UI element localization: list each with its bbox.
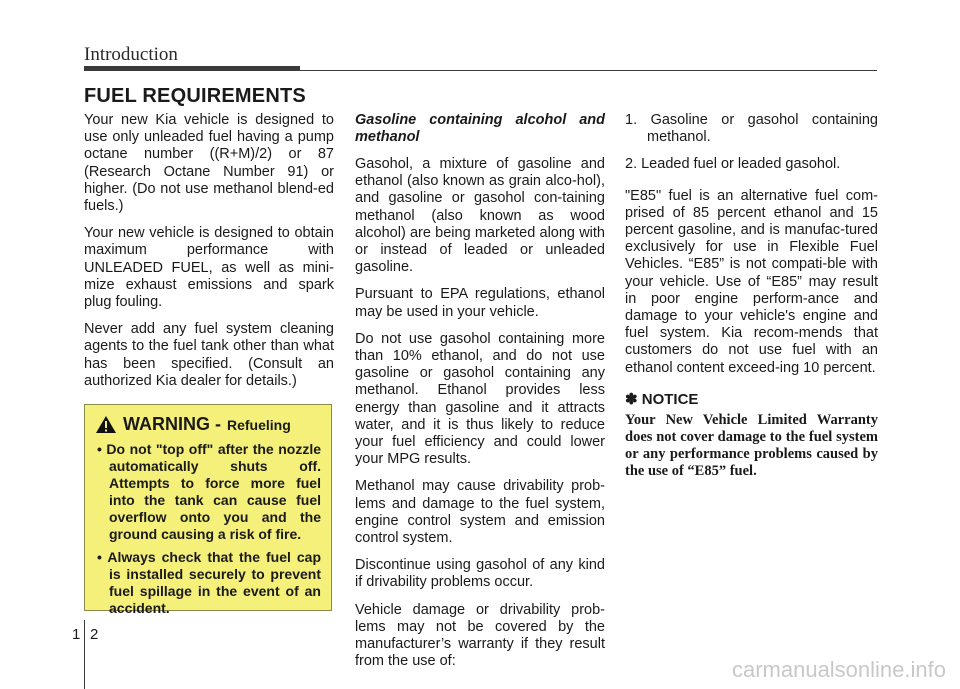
page-divider	[84, 620, 85, 689]
list-item: 2. Leaded fuel or leaded gasohol.	[625, 156, 841, 173]
warning-item: • Do not "top off" after the nozzle automatically shuts off. Attempts to force more fuel into the tank can cause fuel overflow onto you and the ground causing a risk of fire.	[97, 441, 321, 542]
column-1	[84, 112, 334, 400]
section-title: FUEL REQUIREMENTS	[84, 85, 306, 107]
notice-body: Your New Vehicle Limited Warranty does not cover damage to the fuel system or any performance problems caused by the use of “E85” fuel.	[625, 412, 878, 480]
notice-heading: ✽ NOTICE	[625, 390, 699, 408]
paragraph: Your new Kia vehicle is designed to use only unleaded fuel having a pump octane number ((R+M)/2) or 87 (Research Octane Number 91) or higher. (Do not use methanol blend-ed fuels.)	[84, 112, 334, 215]
column-2	[355, 112, 605, 680]
subheading: Gasoline containing alcohol and methanol	[355, 112, 605, 145]
paragraph: Discontinue using gasohol of any kind if drivability problems occur.	[355, 557, 605, 591]
paragraph: Gasohol, a mixture of gasoline and ethanol (also known as grain alco-hol), and gasoline or gasohol con-taining methanol (also known as wood alcohol) are being marketed along with or instead of leaded or unleaded gasoline.	[355, 156, 605, 276]
header-title: Introduction	[84, 44, 178, 65]
paragraph: Your new vehicle is designed to obtain maximum performance with UNLEADED FUEL, as well as mini-mize exhaust emissions and spark plug fouling.	[84, 225, 334, 311]
warning-label: WARNING -	[123, 414, 221, 434]
column-3	[625, 112, 878, 490]
paragraph: Do not use gasohol containing more than 10% ethanol, and do not use gasoline or gasohol containing any methanol. Ethanol provides less energy than gasoline and it attracts water, and it is thus likely to reduce your fuel efficiency and could lower your MPG results.	[355, 330, 605, 468]
warning-list	[95, 441, 321, 617]
warning-box	[84, 404, 332, 616]
paragraph: "E85" fuel is an alternative fuel com-prised of 85 percent ethanol and 15 percent gasoline, and is manufac-tured exclusively for use in Flexible Fuel Vehicles. “E85” is not compati-ble with your vehicle. Use of “E85” may result in poor engine perform-ance and damage to your vehicle's engine and fuel system. Kia recom-mends that customers do not use fuel with an ethanol content exceed-ing 10 percent.	[625, 187, 878, 376]
warning-header	[95, 414, 321, 435]
list-item: 1. Gasoline or gasohol containing methanol.	[625, 112, 878, 146]
paragraph: Pursuant to EPA regulations, ethanol may be used in your vehicle.	[355, 286, 605, 320]
warning-item: • Always check that the fuel cap is installed securely to prevent fuel spillage in the event of an accident.	[97, 549, 321, 616]
warning-subject: Refueling	[227, 416, 291, 433]
paragraph: Never add any fuel system cleaning agents to the fuel tank other than what has been specified. (Consult an authorized Kia dealer for details.)	[84, 321, 334, 389]
header-rule-thick	[84, 66, 300, 71]
header-rule-thin	[300, 70, 877, 71]
watermark: carmanualsonline.info	[731, 657, 946, 682]
paragraph: Vehicle damage or drivability prob-lems may not be covered by the manufacturer’s warranty if they result from the use of:	[355, 601, 605, 670]
paragraph: Methanol may cause drivability prob-lems and damage to the fuel system, engine control system and emission control system.	[355, 478, 605, 547]
chapter-number: 1	[72, 626, 81, 643]
warning-triangle-icon	[95, 415, 117, 434]
page-number: 2	[90, 626, 99, 643]
